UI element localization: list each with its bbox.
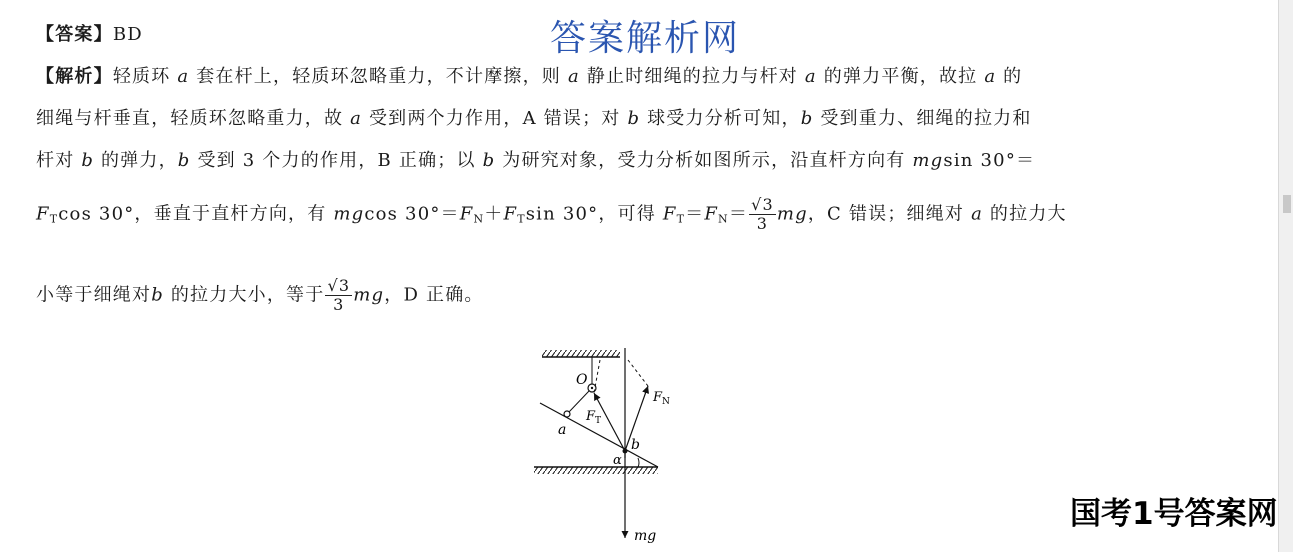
label-a: a [558,422,567,438]
label-O: O [576,372,588,388]
scrollbar-thumb[interactable] [1283,195,1291,213]
text: 细绳与杆垂直，轻质环忽略重力，故 [36,108,351,129]
text: 受到 3 个力的作用，B 正确；以 [190,150,483,171]
var-a: a [567,66,580,87]
text: 受到重力、细绳的拉力和 [813,108,1032,129]
analysis-line-2 [36,104,1032,130]
analysis-label: 【解析】 [36,66,113,87]
var-b: b [800,108,814,129]
fraction-numerator: √3 [751,195,774,214]
var-b: b [177,150,191,171]
text: 杆对 [36,150,82,171]
label-mg: mg [634,528,657,544]
text: 的弹力， [94,150,178,171]
text: 的拉力大小，等于 [163,284,325,306]
var-F: F [503,203,518,225]
fraction [749,196,776,233]
text: 静止时细绳的拉力与杆对 [579,66,805,87]
text: 受到两个力作用，A 错误；对 [362,108,628,129]
sub-N: N [473,212,485,226]
text: cos 30°，垂直于直杆方向，有 [58,203,334,225]
var-a: a [971,203,983,225]
var-mg: mg [912,150,944,171]
var-F: F [704,203,719,225]
var-b: b [627,108,641,129]
scrollbar-track[interactable] [1278,0,1293,552]
label-alpha: α [613,453,622,468]
var-F: F [459,203,474,225]
analysis-line-4 [36,196,1067,233]
analysis-line-5 [36,277,484,314]
text: sin 30°＝ [943,150,1036,171]
text: 的拉力大 [983,203,1067,225]
var-b: b [81,150,95,171]
text: sin 30°，可得 [525,203,663,225]
ceiling [542,350,620,357]
text: 轻质环 [112,66,178,87]
sub-T: T [517,212,526,226]
text: ＝ [685,203,705,225]
var-a: a [804,66,817,87]
var-a: a [177,66,190,87]
var-mg: mg [353,284,385,306]
analysis-line-1 [36,62,1022,88]
fraction-denominator: 3 [756,214,769,233]
var-mg: mg [776,203,808,225]
fraction-numerator: √3 [327,276,351,295]
text: ＋ [484,203,504,225]
var-mg: mg [333,203,365,225]
text: 的 [996,66,1023,87]
label-FT: $F_T$ [586,409,602,426]
var-b: b [151,284,164,306]
text: 为研究对象，受力分析如图所示，沿直杆方向有 [495,150,913,171]
watermark-top: 答案解析网 [550,18,741,59]
label-b: b [631,437,640,453]
var-F: F [36,203,50,225]
text: 球受力分析可知， [640,108,801,129]
var-F: F [662,203,677,225]
force-diagram [520,338,700,550]
text: ，D 正确。 [384,284,484,306]
text: 的弹力平衡，故拉 [816,66,985,87]
sub-T: T [49,212,59,226]
text: ，C 错误；细绳对 [807,203,972,225]
label-FN: $F_N$ [653,390,670,407]
text: 小等于细绳对 [36,284,152,306]
text: cos 30°＝ [364,203,460,225]
text: 套在杆上，轻质环忽略重力，不计摩擦，则 [189,66,568,87]
sub-T: T [676,212,686,226]
floor [534,467,658,474]
text: ＝ [728,203,749,225]
var-b: b [482,150,496,171]
var-a: a [350,108,363,129]
answer-label: 【答案】 [36,24,113,45]
analysis-line-3 [36,146,1035,172]
fraction-denominator: 3 [333,295,345,314]
var-a: a [984,66,997,87]
answer-line [36,20,143,46]
watermark-bottom: 国考1号答案网 [1070,496,1278,532]
answer-value: BD [112,24,143,45]
fraction [325,277,352,314]
sub-N: N [718,212,729,226]
